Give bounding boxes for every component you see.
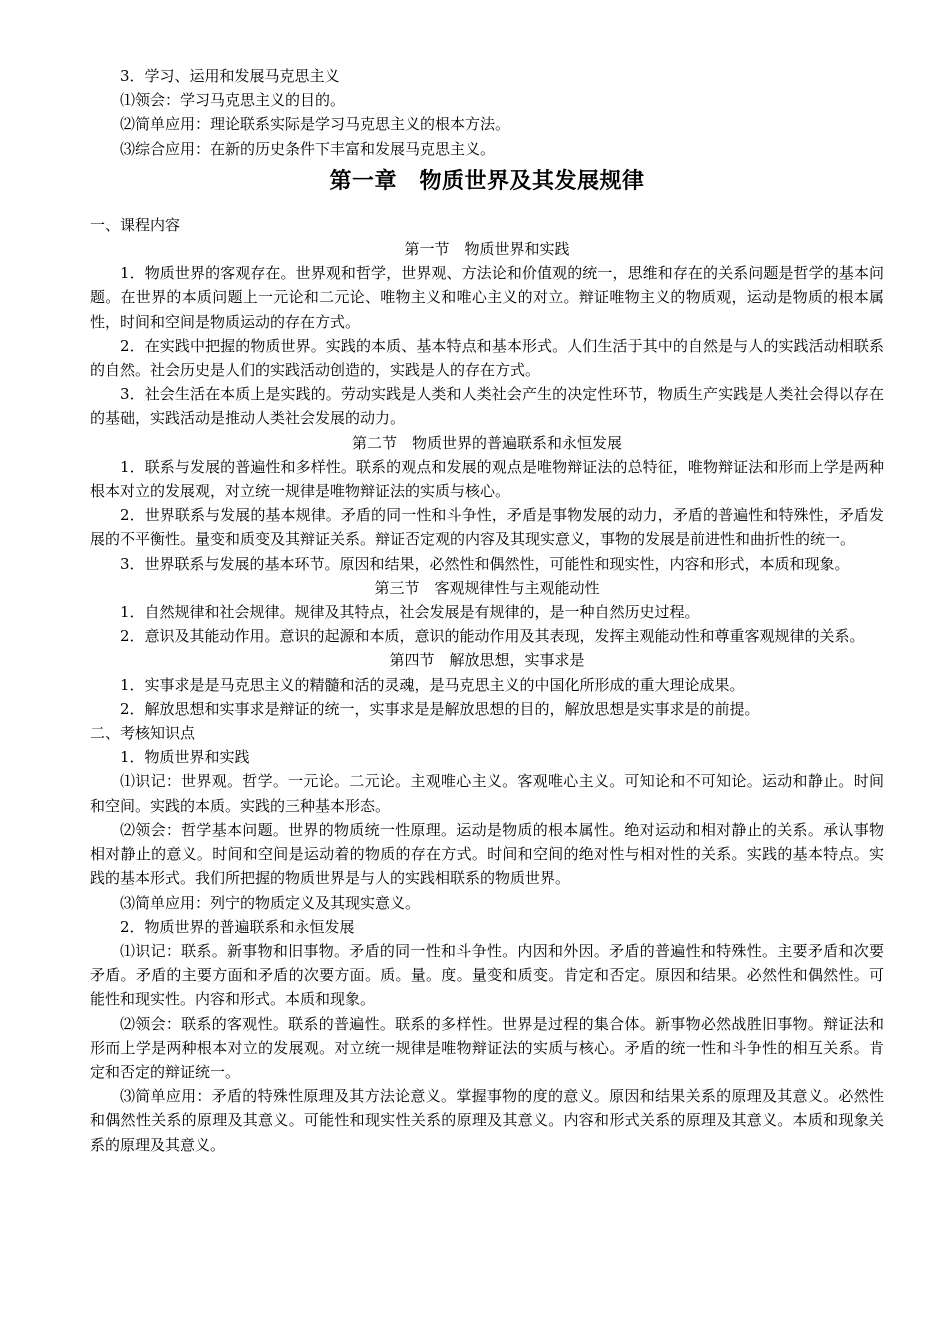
intro-heading: 3．学习、运用和发展马克思主义 xyxy=(120,67,340,85)
topic-title: 1．物质世界和实践 xyxy=(120,748,250,767)
intro-item: ⑵简单应用：理论联系实际是学习马克思主义的根本方法。 xyxy=(120,115,511,134)
section-paragraph: 1．自然规律和社会规律。规律及其特点，社会发展是有规律的，是一种自然历史过程。 xyxy=(120,603,700,622)
intro-item: ⑴领会：学习马克思主义的目的。 xyxy=(120,91,346,110)
section-title: 第三节 客观规律性与主观能动性 xyxy=(374,578,600,597)
section-title: 第四节 解放思想，实事求是 xyxy=(389,651,585,670)
topic-item: ⑵领会：联系的客观性。联系的普遍性。联系的多样性。世界是过程的集合体。新事物必然战胜旧事物。辩证法和形而上学是两种根本对立的发展观。对立统一规律是唯物辩证法的实质与核心。矛盾的统一性和斗争性的相互关系。肯定和否定的辩证统一。 xyxy=(90,1014,884,1081)
section-paragraph: 1．实事求是是马克思主义的精髓和活的灵魂，是马克思主义的中国化所形成的重大理论成果。 xyxy=(120,675,745,694)
topic-item: ⑴识记：世界观。哲学。一元论。二元论。主观唯心主义。客观唯心主义。可知论和不可知论。运动和静止。时间和空间。实践的本质。实践的三种基本形态。 xyxy=(90,772,884,815)
topic-title: 2．物质世界的普遍联系和永恒发展 xyxy=(120,917,355,936)
section-paragraph: 2．意识及其能动作用。意识的起源和本质，意识的能动作用及其表现，发挥主观能动性和尊重客观规律的关系。 xyxy=(120,627,865,646)
section-paragraph: 2．世界联系与发展的基本规律。矛盾的同一性和斗争性，矛盾是事物发展的动力，矛盾的普遍性和特殊性，矛盾发展的不平衡性。量变和质变及其辩证关系。辩证否定观的内容及其现实意义，事物的发展是前进性和曲折性的统一。 xyxy=(90,506,884,549)
section-paragraph: 1．联系与发展的普遍性和多样性。联系的观点和发展的观点是唯物辩证法的总特征，唯物辩证法和形而上学是两种根本对立的发展观，对立统一规律是唯物辩证法的实质与核心。 xyxy=(90,457,884,501)
section-title: 第二节 物质世界的普遍联系和永恒发展 xyxy=(351,433,622,452)
topic-item: ⑵领会：哲学基本问题。世界的物质统一性原理。运动是物质的根本属性。绝对运动和相对静止的关系。承认事物相对静止的意义。时间和空间是运动着的物质的存在方式。时间和空间的绝对性与相对性的关系。实践的基本特点。实践的基本形式。我们所把握的物质世界是与人的实践相联系的物质世界。 xyxy=(90,820,884,888)
assessment-heading: 二、考核知识点 xyxy=(90,724,196,743)
course-content-heading: 一、课程内容 xyxy=(90,215,181,234)
section-paragraph: 2．解放思想和实事求是辩证的统一，实事求是是解放思想的目的，解放思想是实事求是的前提。 xyxy=(120,699,760,718)
topic-item: ⑴识记：联系。新事物和旧事物。矛盾的同一性和斗争性。内因和外因。矛盾的普遍性和特殊性。主要矛盾和次要矛盾。矛盾的主要方面和矛盾的次要方面。质。量。度。量变和质变。肯定和否定。原因和结果。必然性和偶然性。可能性和现实性。内容和形式。本质和现象。 xyxy=(90,941,884,1009)
section-title: 第一节 物质世界和实践 xyxy=(404,240,570,259)
section-paragraph: 3．社会生活在本质上是实践的。劳动实践是人类和人类社会产生的决定性环节，物质生产实践是人类社会得以存在的基础，实践活动是推动人类社会发展的动力。 xyxy=(90,385,884,428)
chapter-title: 第一章 物质世界及其发展规律 xyxy=(329,167,645,194)
intro-item: ⑶综合应用：在新的历史条件下丰富和发展马克思主义。 xyxy=(120,139,496,158)
section-paragraph: 3．世界联系与发展的基本环节。原因和结果，必然性和偶然性，可能性和现实性，内容和形式，本质和现象。 xyxy=(120,554,850,573)
section-paragraph: 2．在实践中把握的物质世界。实践的本质、基本特点和基本形式。人们生活于其中的自然是与人的实践活动相联系的自然。社会历史是人们的实践活动创造的，实践是人的存在方式。 xyxy=(90,336,884,380)
topic-item: ⑶简单应用：矛盾的特殊性原理及其方法论意义。掌握事物的度的意义。原因和结果关系的原理及其意义。必然性和偶然性关系的原理及其意义。可能性和现实性关系的原理及其意义。内容和形式关系的原理及其意义。本质和现象关系的原理及其意义。 xyxy=(90,1087,884,1154)
section-paragraph: 1．物质世界的客观存在。世界观和哲学，世界观、方法论和价值观的统一，思维和存在的关系问题是哲学的基本问题。在世界的本质问题上一元论和二元论、唯物主义和唯心主义的对立。辩证唯物主义的物质观，运动是物质的根本属性，时间和空间是物质运动的存在方式。 xyxy=(90,264,884,331)
topic-item: ⑶简单应用：列宁的物质定义及其现实意义。 xyxy=(120,893,421,912)
